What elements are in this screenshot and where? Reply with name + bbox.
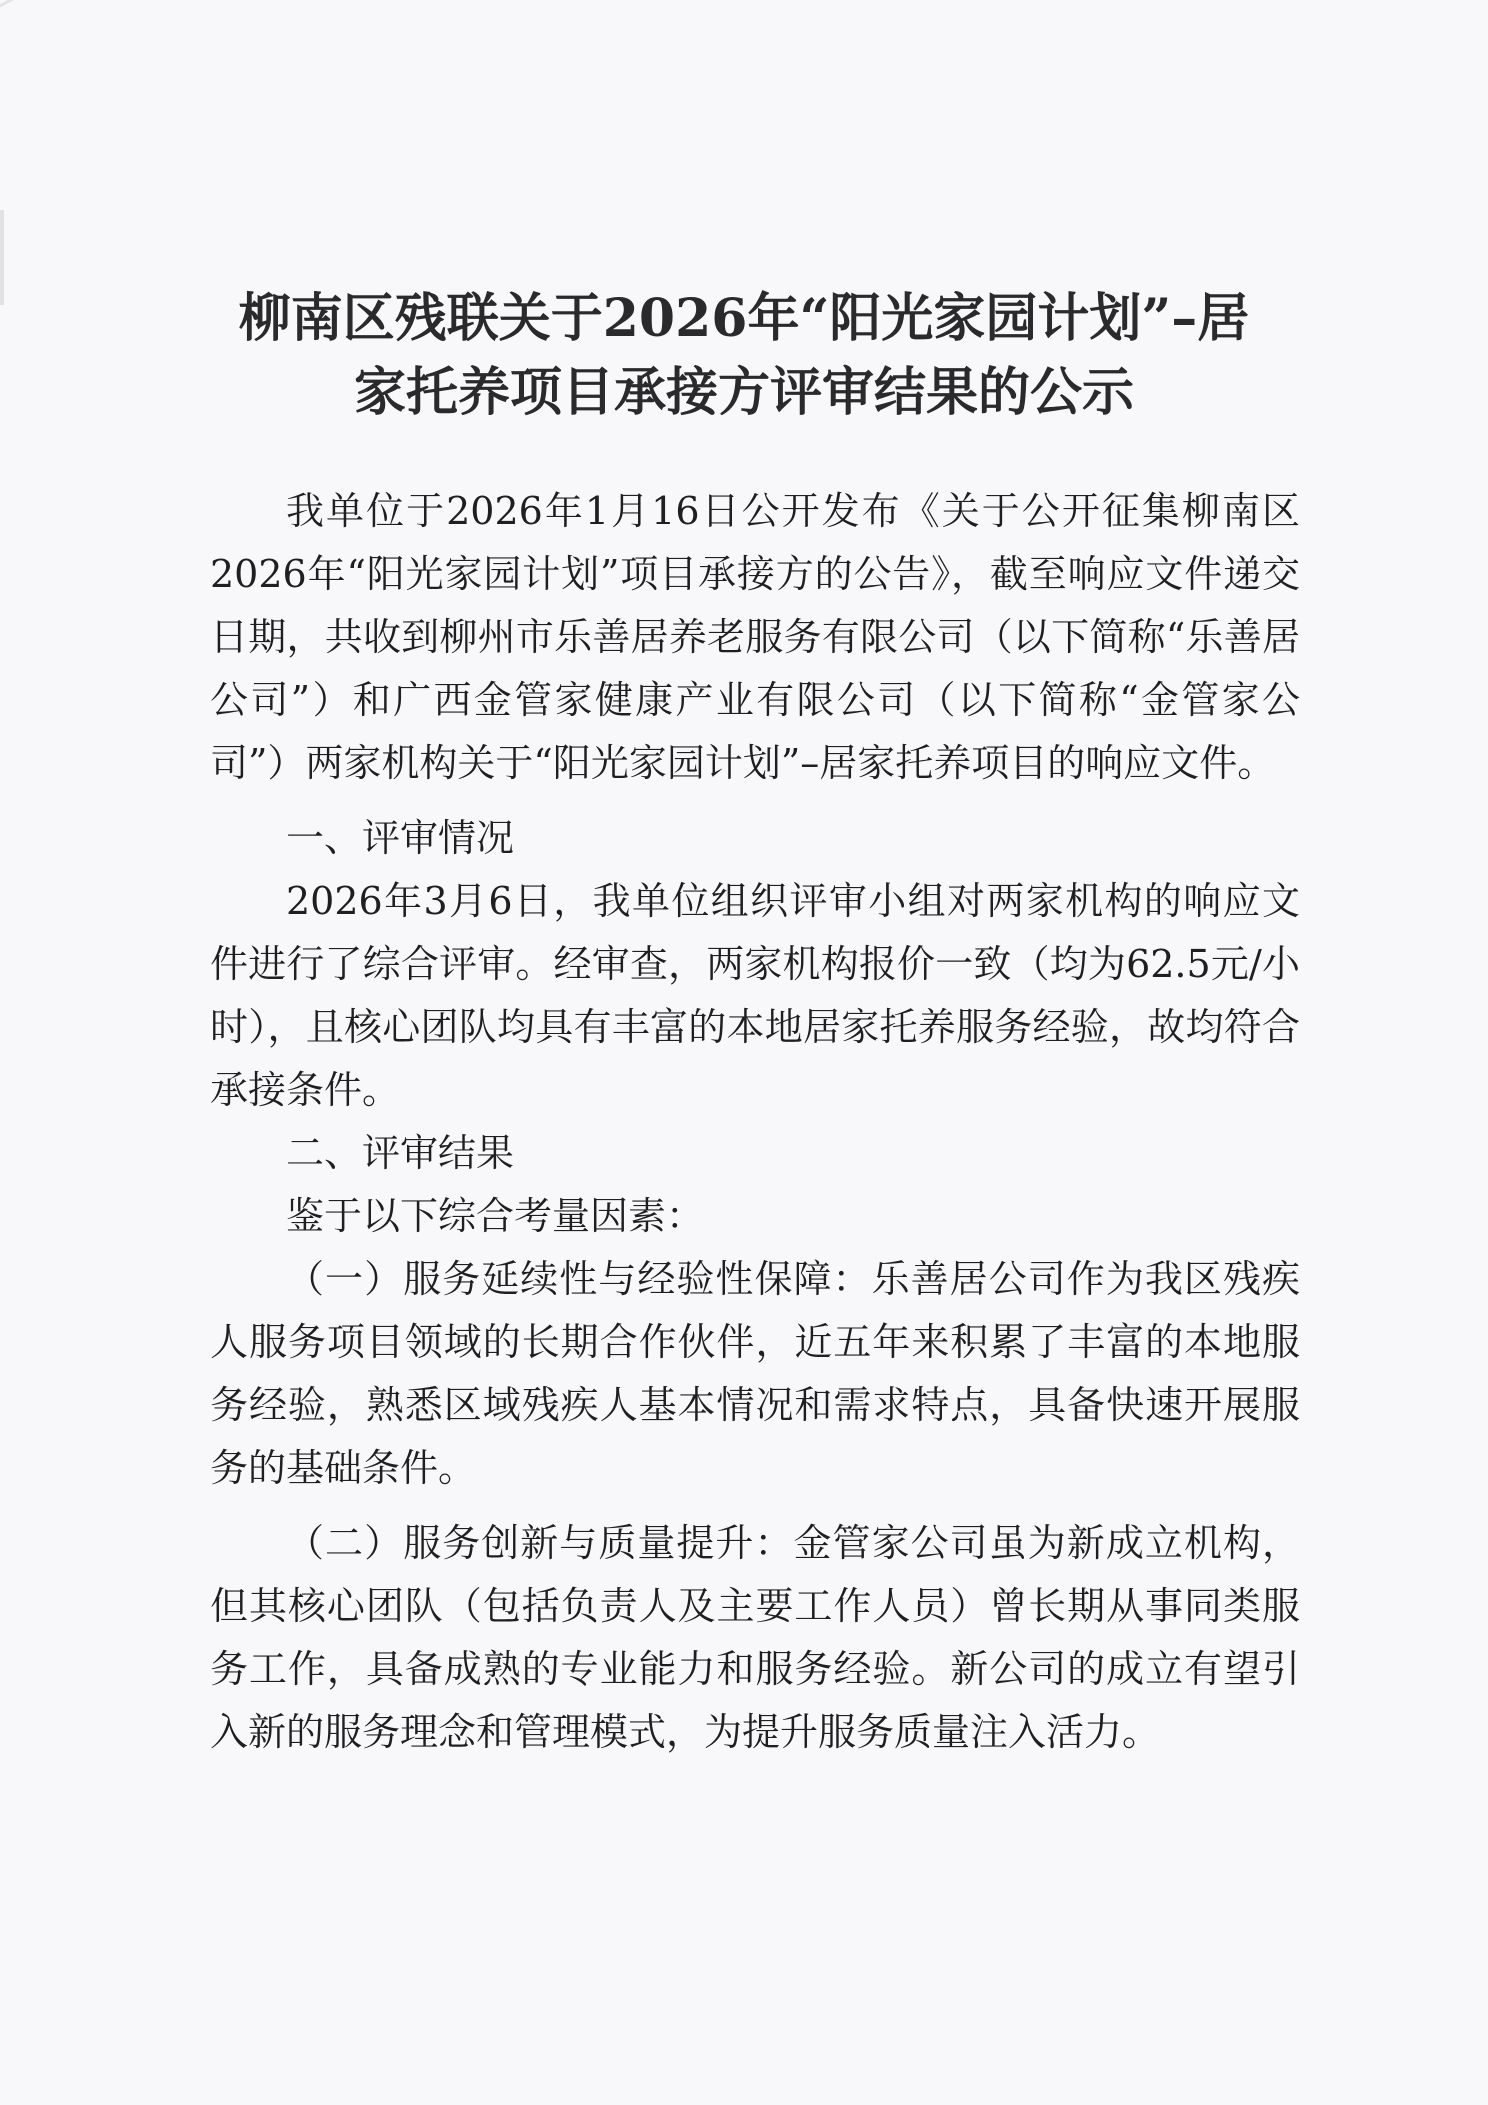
fold-line — [0, 0, 95, 23]
section-heading-result: 二、评审结果 — [286, 1131, 515, 1175]
title-line-2: 家托养项目承接方评审结果的公示 — [353, 362, 1134, 423]
intro-paragraph: 我单位于2026年1月16日公开发布《关于公开征集柳南区2026年“阳光家园计划”项目承接方的公告》，截至响应文件递交日期，共收到柳州市乐善居养老服务有限公司（以下简称“乐善居公司”）和广西金管家健康产业有限公司（以下简称“金管家公司”）两家机构关于“阳光家园计划”–居家托养项目的响应文件。 — [210, 489, 1300, 785]
consideration-item-1: （一）服务延续性与经验性保障：乐善居公司作为我区残疾人服务项目领域的长期合作伙伴，近五年来积累了丰富的本地服务经验，熟悉区域残疾人基本情况和需求特点，具备快速开展服务的基础条件。 — [210, 1257, 1300, 1490]
scan-fold-mark — [0, 0, 110, 80]
consideration-item-2: （二）服务创新与质量提升：金管家公司虽为新成立机构，但其核心团队（包括负责人及主要工作人员）曾长期从事同类服务工作，具备成熟的专业能力和服务经验。新公司的成立有望引入新的服务理念和管理模式，为提升服务质量注入活力。 — [210, 1521, 1300, 1754]
document-body — [210, 480, 1300, 1764]
review-paragraph: 2026年3月6日，我单位组织评审小组对两家机构的响应文件进行了综合评审。经审查，两家机构报价一致（均为62.5元/小时），且核心团队均具有丰富的本地居家托养服务经验，故均符合承接条件。 — [210, 879, 1300, 1112]
title-line-1: 柳南区残联关于2026年“阳光家园计划”–居 — [238, 288, 1250, 349]
scan-edge-mark — [0, 210, 4, 305]
section-heading-review: 一、评审情况 — [286, 816, 515, 860]
document-title — [150, 282, 1338, 430]
considerations-intro: 鉴于以下综合考量因素： — [286, 1194, 705, 1238]
